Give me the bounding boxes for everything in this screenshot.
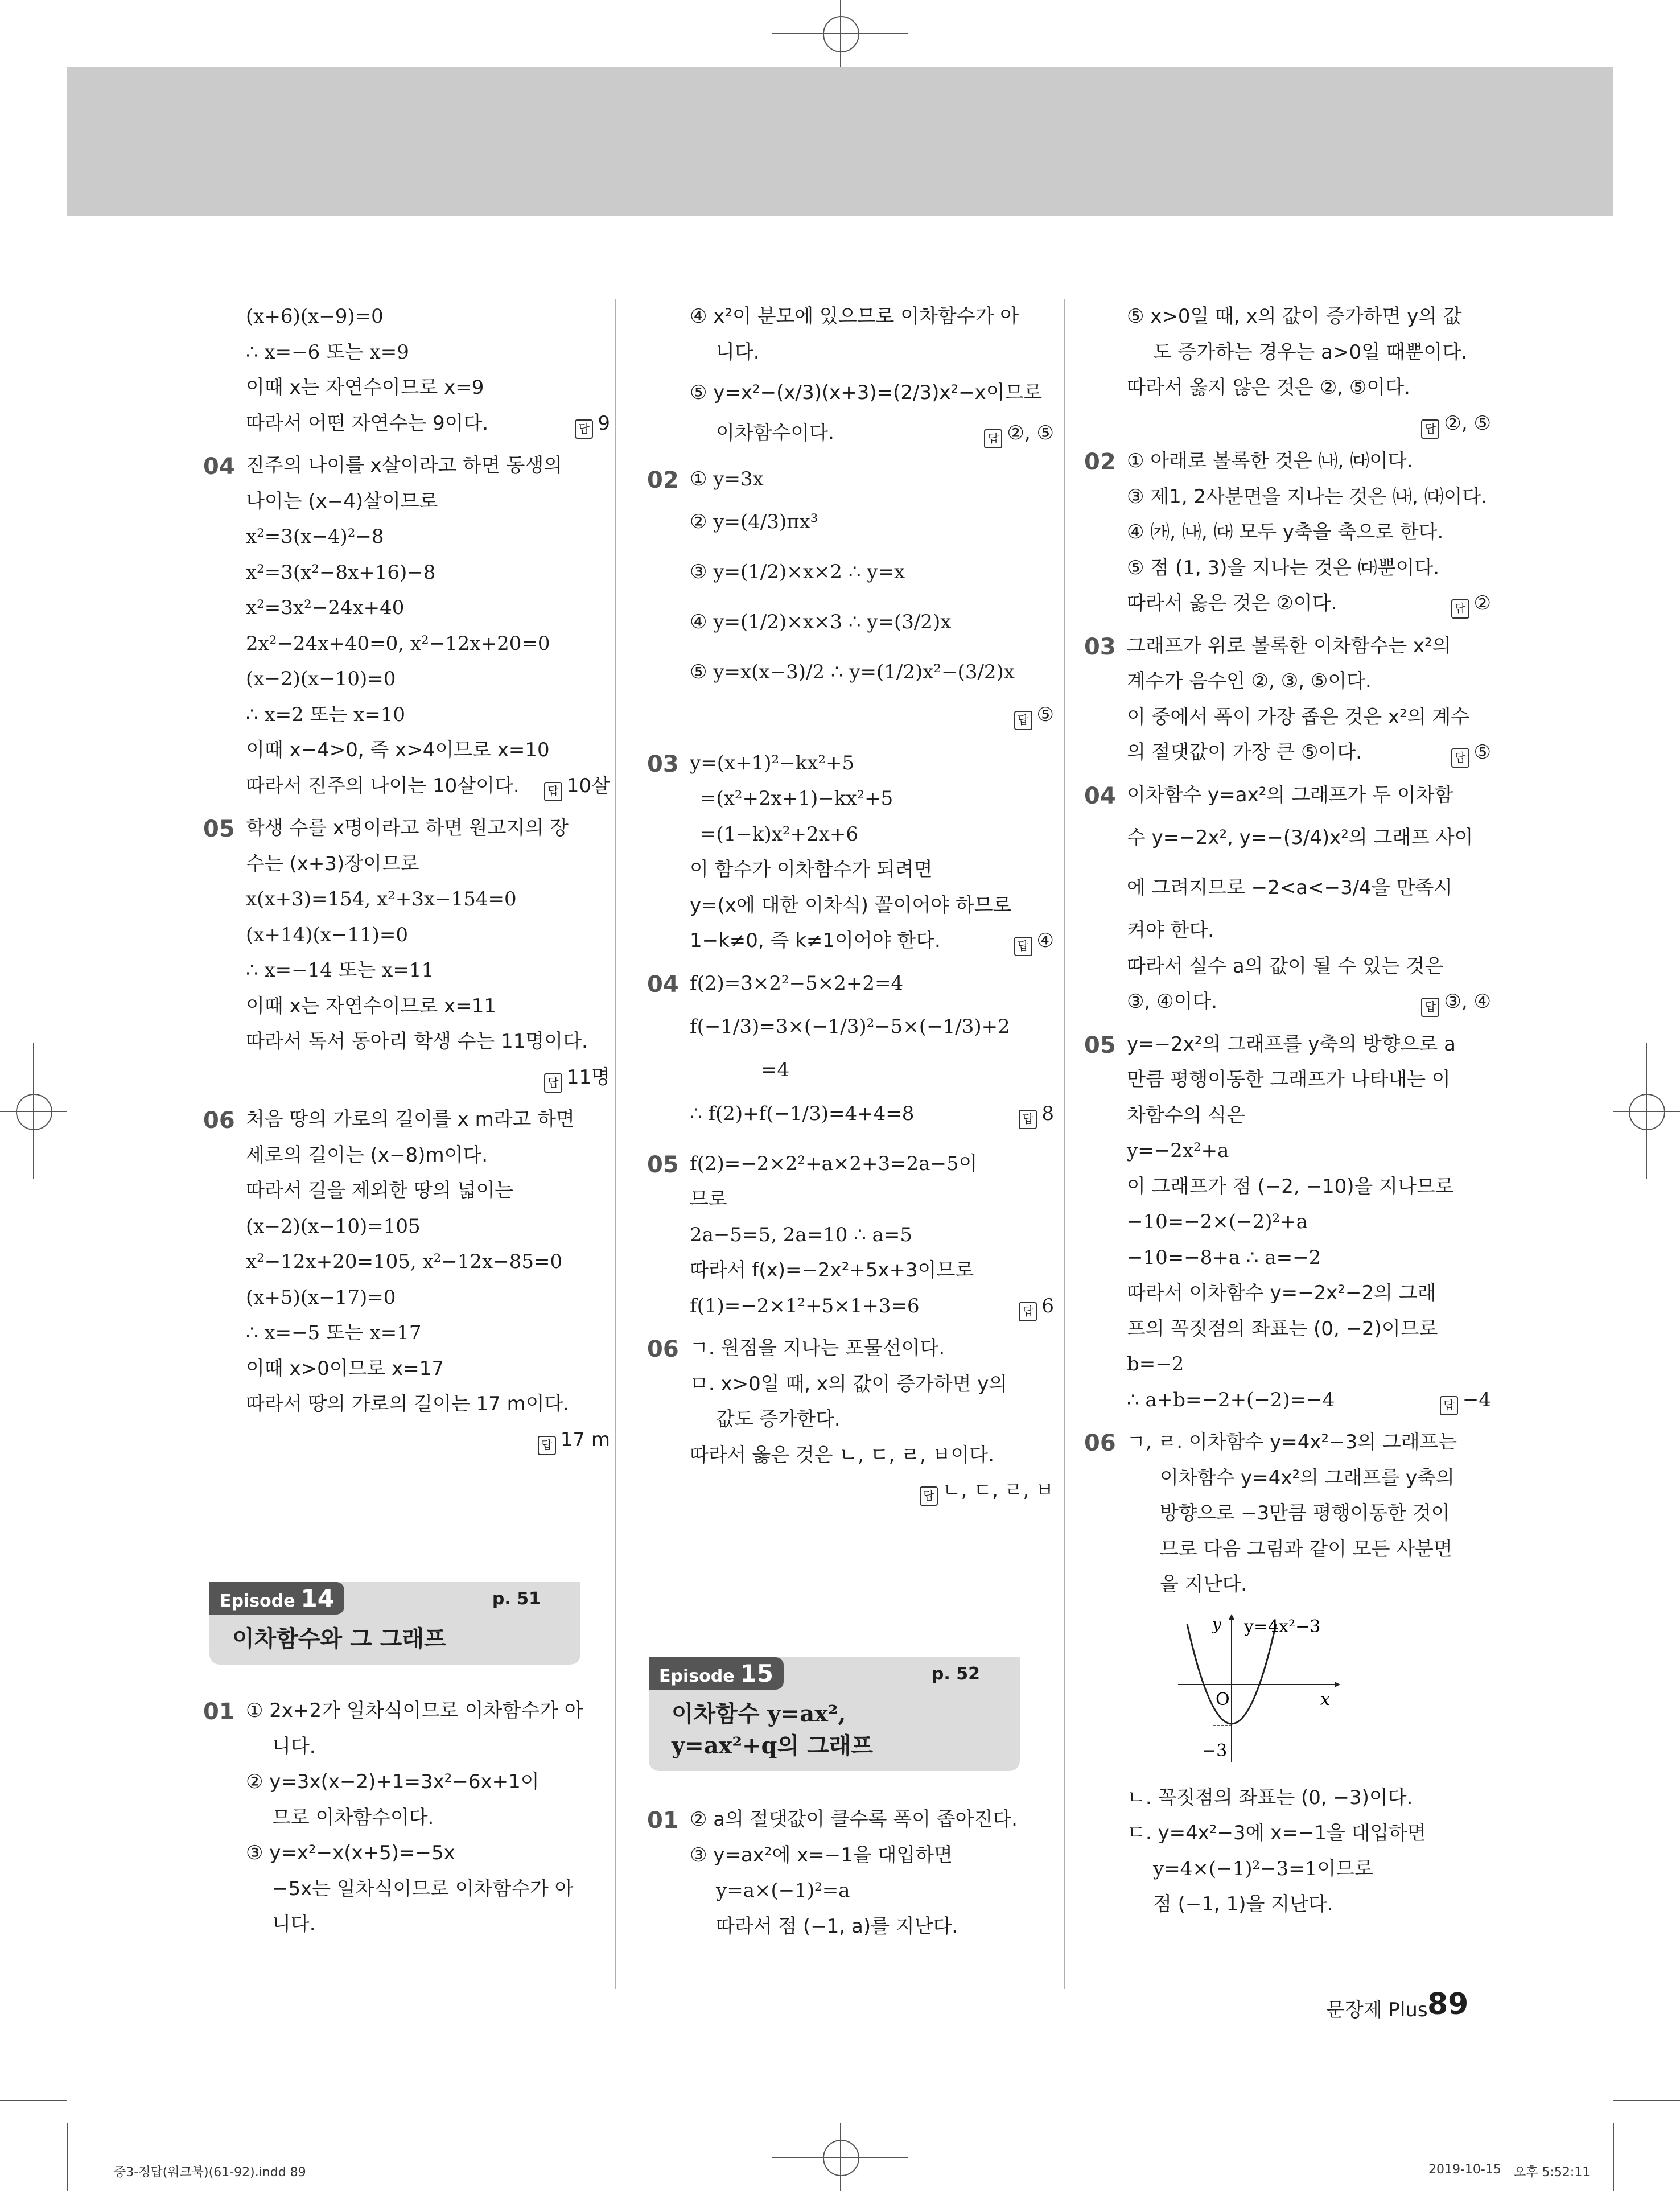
continuation-block xyxy=(1127,299,1491,441)
text-line: =(1−k)x²+2x+6 xyxy=(700,822,858,846)
episode-page: p. 52 xyxy=(931,1664,980,1684)
text-line: 수 y=−2x², y=−(3/4)x²의 그래프 사이 xyxy=(1127,826,1473,849)
text-line: 이 함수가 이차함수가 되려면 xyxy=(690,858,933,881)
text-line: ⑤ y=x²−(x/3)(x+3)=(2/3)x²−x이므로 xyxy=(690,381,1043,404)
text-line: 따라서 어떤 자연수는 9이다. 답 9 xyxy=(246,406,610,442)
text-line: ④ y=(1/2)×x×3 ∴ y=(3/2)x xyxy=(690,611,952,633)
episode-tag: Episode 15 xyxy=(649,1657,784,1690)
problem-06 xyxy=(203,1102,610,1457)
text-line: 2a−5=5, 2a=10 ∴ a=5 xyxy=(690,1223,913,1246)
answer: 답 ② xyxy=(1451,586,1491,621)
answer-icon: 답 xyxy=(1019,1110,1037,1129)
episode-title-line-2: y=ax²+q의 그래프 xyxy=(672,1732,874,1759)
problem-number: 02 xyxy=(1084,449,1116,475)
text-line: y=(x+1)²−kx²+5 xyxy=(690,751,855,775)
text-line: y=−2x²+a xyxy=(1127,1139,1229,1162)
text-line: 이때 x는 자연수이므로 x=11 xyxy=(246,994,497,1018)
text-line xyxy=(1127,406,1491,442)
text-line: 켜야 한다. xyxy=(1127,919,1214,942)
answer: 답 ②, ⑤ xyxy=(984,415,1054,451)
text-line: ∴ a+b=−2+(−2)=−4 답 −4 xyxy=(1127,1382,1491,1418)
problem-02 xyxy=(647,462,1054,733)
text-line: 학생 수를 x명이라고 하면 원고지의 장 xyxy=(246,817,569,839)
problem-06 xyxy=(647,1331,1054,1509)
answer-icon: 답 xyxy=(984,429,1002,448)
text-line: ∴ x=2 또는 x=10 xyxy=(246,703,405,726)
problem-03 xyxy=(647,746,1054,959)
text-line: y=4×(−1)²−3=1이므로 xyxy=(1153,1857,1373,1880)
episode-tag: Episode 14 xyxy=(209,1582,344,1615)
text-line: ⑤ y=x(x−3)/2 ∴ y=(1/2)x²−(3/2)x xyxy=(690,661,1015,683)
answer: 답 6 xyxy=(1019,1288,1054,1324)
episode-14-header xyxy=(209,1582,580,1665)
text-line: =(x²+2x+1)−kx²+5 xyxy=(700,787,893,810)
text-line: ③ 제1, 2사분면을 지나는 것은 ㈏, ㈐이다. xyxy=(1127,485,1488,508)
answer: 답 ㄴ, ㄷ, ㄹ, ㅂ xyxy=(920,1473,1054,1509)
text-line: 의 절댓값이 가장 큰 ⑤이다. 답 ⑤ xyxy=(1127,735,1491,771)
text-line: f(2)=3×2²−5×2+2=4 xyxy=(690,971,904,995)
y-axis-label: y xyxy=(1212,1615,1221,1634)
answer: 답 17 m xyxy=(538,1422,610,1458)
problem-number: 06 xyxy=(647,1336,679,1362)
problem-number: 01 xyxy=(647,1807,679,1834)
episode-15-problem-01 xyxy=(647,1802,1054,1944)
text-line: f(2)=−2×2²+a×2+3=2a−5이 xyxy=(690,1152,978,1175)
text-line: ③, ④이다. 답 ③, ④ xyxy=(1127,984,1491,1020)
answer-icon: 답 xyxy=(1451,748,1469,768)
answer-icon: 답 xyxy=(1019,1302,1037,1321)
episode-title: 이차함수와 그 그래프 xyxy=(232,1626,446,1652)
text-line: ∴ x=−6 또는 x=9 xyxy=(246,340,409,364)
answer-icon: 답 xyxy=(1451,599,1469,619)
problem-04 xyxy=(1084,777,1491,1020)
problem-number: 05 xyxy=(203,816,235,842)
text-line: ⑤ 점 (1, 3)을 지나는 것은 ㈐뿐이다. xyxy=(1127,556,1440,579)
problem-04 xyxy=(647,966,1054,1139)
text-line: 점 (−1, 1)을 지난다. xyxy=(1153,1893,1333,1916)
text-line: x(x+3)=154, x²+3x−154=0 xyxy=(246,888,517,911)
answer: 답 −4 xyxy=(1440,1382,1491,1418)
text-line: ㄴ. 꼭짓점의 좌표는 (0, −3)이다. xyxy=(1127,1786,1413,1809)
text-line: 진주의 나이를 x살이라고 하면 동생의 xyxy=(246,454,563,477)
text-line: −10=−8+a ∴ a=−2 xyxy=(1127,1246,1321,1269)
text-line: (x+14)(x−11)=0 xyxy=(246,923,409,946)
problem-05 xyxy=(1084,1027,1491,1418)
vertex-label: −3 xyxy=(1202,1740,1228,1761)
text-line: ③ y=x²−x(x+5)=−5x xyxy=(246,1842,455,1864)
text-line: ∴ x=−5 또는 x=17 xyxy=(246,1321,422,1344)
trim-line-bottom-left xyxy=(0,2100,67,2101)
problem-number: 05 xyxy=(1084,1032,1116,1059)
book-label: 문장제 Plus xyxy=(1326,1999,1428,2021)
text-line: 이때 x는 자연수이므로 x=9 xyxy=(246,376,484,399)
answer: 답 10살 xyxy=(544,768,610,804)
text-line: (x+6)(x−9)=0 xyxy=(246,305,384,328)
text-line: 따라서 옳지 않은 것은 ②, ⑤이다. xyxy=(1127,376,1410,399)
answer: 답 9 xyxy=(575,406,610,442)
text-line: ㄷ. y=4x²−3에 x=−1을 대입하면 xyxy=(1127,1822,1426,1844)
column-1 xyxy=(203,299,610,1457)
registration-mark-left xyxy=(16,1094,52,1130)
text-line: 도 증가하는 경우는 a>0일 때뿐이다. xyxy=(1153,340,1467,364)
answer-icon: 답 xyxy=(920,1486,938,1506)
text-line xyxy=(690,697,1054,733)
answer-icon: 답 xyxy=(1440,1396,1458,1415)
trim-line-bottom-left-v xyxy=(67,2123,68,2191)
problem-number: 04 xyxy=(647,971,679,998)
problem-number: 02 xyxy=(647,467,679,493)
text-line: 므로 이차함수이다. xyxy=(272,1806,434,1829)
answer-icon: 답 xyxy=(575,419,593,439)
episode-15-header xyxy=(649,1657,1020,1771)
continuation-block xyxy=(690,299,1054,451)
answer: 답 ④ xyxy=(1014,923,1054,959)
page-number: 89 xyxy=(1427,1987,1469,2021)
text-line: 1−k≠0, 즉 k≠1이어야 한다. 답 ④ xyxy=(690,923,1054,959)
text-line: 므로 xyxy=(690,1188,727,1210)
text-line: 이차함수 y=ax²의 그래프가 두 이차함 xyxy=(1127,783,1453,806)
text-line: ③ y=ax²에 x=−1을 대입하면 xyxy=(690,1843,953,1867)
registration-mark-right xyxy=(1629,1094,1665,1130)
text-line: 따라서 길을 제외한 땅의 넓이는 xyxy=(246,1179,514,1202)
text-line: 에 그려지므로 −2<a<−3/4을 만족시 xyxy=(1127,876,1453,899)
registration-mark-bottom xyxy=(823,2140,859,2176)
answer: 답 ②, ⑤ xyxy=(1421,406,1491,442)
answer-icon: 답 xyxy=(1421,419,1439,439)
text-line: ㄱ. 원점을 지나는 포물선이다. xyxy=(690,1337,945,1360)
trim-line-bottom-right-v xyxy=(1613,2123,1614,2191)
text-line: 따라서 옳은 것은 ㄴ, ㄷ, ㄹ, ㅂ이다. xyxy=(690,1443,995,1467)
problem-number: 05 xyxy=(647,1151,679,1178)
answer: 답 ③, ④ xyxy=(1421,984,1491,1020)
origin-label: O xyxy=(1216,1689,1230,1710)
problem-05 xyxy=(647,1146,1054,1324)
text-line: 이차함수 y=4x²의 그래프를 y축의 xyxy=(1160,1466,1455,1489)
text-line: 세로의 길이는 (x−8)m이다. xyxy=(246,1143,488,1167)
text-line: 따라서 진주의 나이는 10살이다. 답 10살 xyxy=(246,768,610,804)
print-file: 중3-정답(워크북)(61-92).indd 89 xyxy=(114,2165,306,2180)
answer-icon: 답 xyxy=(1421,998,1439,1017)
print-date: 2019-10-15 xyxy=(1428,2163,1501,2177)
trim-line-bottom-right xyxy=(1613,2100,1680,2101)
problem-02 xyxy=(1084,443,1491,621)
text-line: (x−2)(x−10)=0 xyxy=(246,668,396,690)
text-line: −10=−2×(−2)²+a xyxy=(1127,1210,1308,1233)
problem-number: 06 xyxy=(203,1107,235,1134)
problem-number: 06 xyxy=(1084,1430,1116,1456)
registration-mark-top xyxy=(823,16,859,52)
column-3 xyxy=(1084,299,1491,1922)
text-line: 만큼 평행이동한 그래프가 나타내는 이 xyxy=(1127,1068,1451,1091)
text-line: y=a×(−1)²=a xyxy=(716,1879,850,1902)
text-line: =4 xyxy=(761,1059,790,1081)
text-line: 방향으로 −3만큼 평행이동한 것이 xyxy=(1160,1502,1450,1525)
text-line: ① y=3x xyxy=(690,467,764,491)
answer-icon: 답 xyxy=(538,1436,556,1455)
text-line: ③ y=(1/2)×x×2 ∴ y=x xyxy=(690,561,905,583)
text-line: ① 아래로 볼록한 것은 ㈏, ㈐이다. xyxy=(1127,450,1413,472)
answer-icon: 답 xyxy=(1014,937,1032,956)
continuation-block xyxy=(246,299,610,441)
text-line xyxy=(246,1422,610,1458)
text-line: 수는 (x+3)장이므로 xyxy=(246,852,419,875)
text-line: ② y=3x(x−2)+1=3x²−6x+1이 xyxy=(246,1770,540,1793)
problem-05 xyxy=(203,810,610,1095)
parabola-graph xyxy=(1172,1613,1343,1766)
text-line: f(1)=−2×1²+5×1+3=6 답 6 xyxy=(690,1288,1054,1324)
text-line: ⑤ x>0일 때, x의 값이 증가하면 y의 값 xyxy=(1127,305,1462,328)
text-line: 니다. xyxy=(716,340,760,364)
column-2 xyxy=(647,299,1054,1509)
problem-04 xyxy=(203,448,610,804)
text-line: y=(x에 대한 이차식) 꼴이어야 하므로 xyxy=(690,893,1012,917)
curve-label: y=4x²−3 xyxy=(1244,1616,1321,1637)
problem-number: 04 xyxy=(203,454,235,480)
text-line: y=−2x²의 그래프를 y축의 방향으로 a xyxy=(1127,1032,1456,1056)
text-line: x²=3x²−24x+40 xyxy=(246,596,405,619)
text-line xyxy=(690,1473,1054,1509)
problem-number: 03 xyxy=(1084,633,1116,660)
text-line: 차함수의 식은 xyxy=(1127,1103,1245,1127)
answer: 답 ⑤ xyxy=(1451,735,1491,771)
text-line: 2x²−24x+40=0, x²−12x+20=0 xyxy=(246,632,550,655)
text-line: ② a의 절댓값이 클수록 폭이 좁아진다. xyxy=(690,1808,1018,1831)
text-line: −5x는 일차식이므로 이차함수가 아 xyxy=(272,1877,574,1900)
text-line: 프의 꼭짓점의 좌표는 (0, −2)이므로 xyxy=(1127,1317,1438,1340)
text-line: 따라서 점 (−1, a)를 지난다. xyxy=(716,1914,958,1938)
text-line: 이 중에서 폭이 가장 좁은 것은 x²의 계수 xyxy=(1127,705,1470,728)
text-line: 이때 x>0이므로 x=17 xyxy=(246,1357,444,1380)
episode-14-problem-01 xyxy=(203,1693,610,1942)
text-line: 이때 x−4>0, 즉 x>4이므로 x=10 xyxy=(246,739,550,761)
text-line: 이 그래프가 점 (−2, −10)을 지나므로 xyxy=(1127,1175,1454,1198)
answer: 답 11명 xyxy=(544,1060,610,1096)
text-line: 처음 땅의 가로의 길이를 x m라고 하면 xyxy=(246,1108,575,1131)
column-separator-2 xyxy=(1064,299,1065,1989)
text-line: 그래프가 위로 볼록한 이차함수는 x²의 xyxy=(1127,634,1451,657)
text-line: 따라서 옳은 것은 ②이다. 답 ② xyxy=(1127,586,1491,621)
answer: 답 8 xyxy=(1019,1088,1054,1139)
text-line: 따라서 f(x)=−2x²+5x+3이므로 xyxy=(690,1259,974,1282)
text-line: 따라서 땅의 가로의 길이는 17 m이다. xyxy=(246,1393,570,1415)
text-line: (x−2)(x−10)=105 xyxy=(246,1214,421,1238)
answer-icon: 답 xyxy=(1014,711,1032,730)
episode-title-line-1: 이차함수 y=ax², xyxy=(672,1700,846,1727)
answer-icon: 답 xyxy=(544,782,562,801)
print-time: 오후 5:52:11 xyxy=(1514,2165,1591,2180)
problem-number: 03 xyxy=(647,751,679,777)
text-line: ∴ f(2)+f(−1/3)=4+4=8 답 8 xyxy=(690,1088,1054,1139)
text-line: ④ ㈎, ㈏, ㈐ 모두 y축을 축으로 한다. xyxy=(1127,521,1444,543)
problem-03 xyxy=(1084,628,1491,771)
text-line: b=−2 xyxy=(1127,1353,1184,1375)
text-line xyxy=(246,1060,610,1096)
answer: 답 ⑤ xyxy=(1014,697,1054,733)
problem-number: 01 xyxy=(203,1699,235,1725)
text-line: 이차함수이다. 답 ②, ⑤ xyxy=(690,415,1054,451)
text-line: 니다. xyxy=(272,1735,316,1758)
text-line: 나이는 (x−4)살이므로 xyxy=(246,489,438,513)
text-line: ④ x²이 분모에 있으므로 이차함수가 아 xyxy=(690,305,1019,328)
text-line: x²=3(x−4)²−8 xyxy=(246,525,384,548)
text-line: f(−1/3)=3×(−1/3)²−5×(−1/3)+2 xyxy=(690,1015,1010,1038)
text-line: ㄱ, ㄹ. 이차함수 y=4x²−3의 그래프는 xyxy=(1127,1431,1457,1453)
text-line: ㅁ. x>0일 때, x의 값이 증가하면 y의 xyxy=(690,1372,1008,1395)
text-line: x²−12x+20=105, x²−12x−85=0 xyxy=(246,1250,563,1273)
text-line: 따라서 실수 a의 값이 될 수 있는 것은 xyxy=(1127,954,1444,978)
text-line: 따라서 독서 동아리 학생 수는 11명이다. xyxy=(246,1030,588,1053)
problem-number: 04 xyxy=(1084,782,1116,809)
problem-06 xyxy=(1084,1424,1491,1922)
answer-icon: 답 xyxy=(544,1073,562,1093)
column-separator-1 xyxy=(615,299,616,1989)
header-band xyxy=(67,67,1613,216)
text-line: (x+5)(x−17)=0 xyxy=(246,1286,396,1309)
text-line: 계수가 음수인 ②, ③, ⑤이다. xyxy=(1127,670,1372,693)
text-line: x²=3(x²−8x+16)−8 xyxy=(246,561,436,584)
text-line: ∴ x=−14 또는 x=11 xyxy=(246,959,434,982)
text-line: ① 2x+2가 일차식이므로 이차함수가 아 xyxy=(246,1699,583,1722)
text-line: 니다. xyxy=(272,1913,316,1935)
episode-page: p. 51 xyxy=(492,1589,541,1609)
text-line: 을 지난다. xyxy=(1160,1573,1247,1596)
text-line: 므로 다음 그림과 같이 모든 사분면 xyxy=(1160,1537,1452,1560)
text-line: 따라서 이차함수 y=−2x²−2의 그래 xyxy=(1127,1282,1436,1304)
text-line: ② y=(4/3)πx³ xyxy=(690,510,818,533)
text-line: 값도 증가한다. xyxy=(716,1408,841,1431)
x-axis-label: x xyxy=(1320,1689,1330,1710)
